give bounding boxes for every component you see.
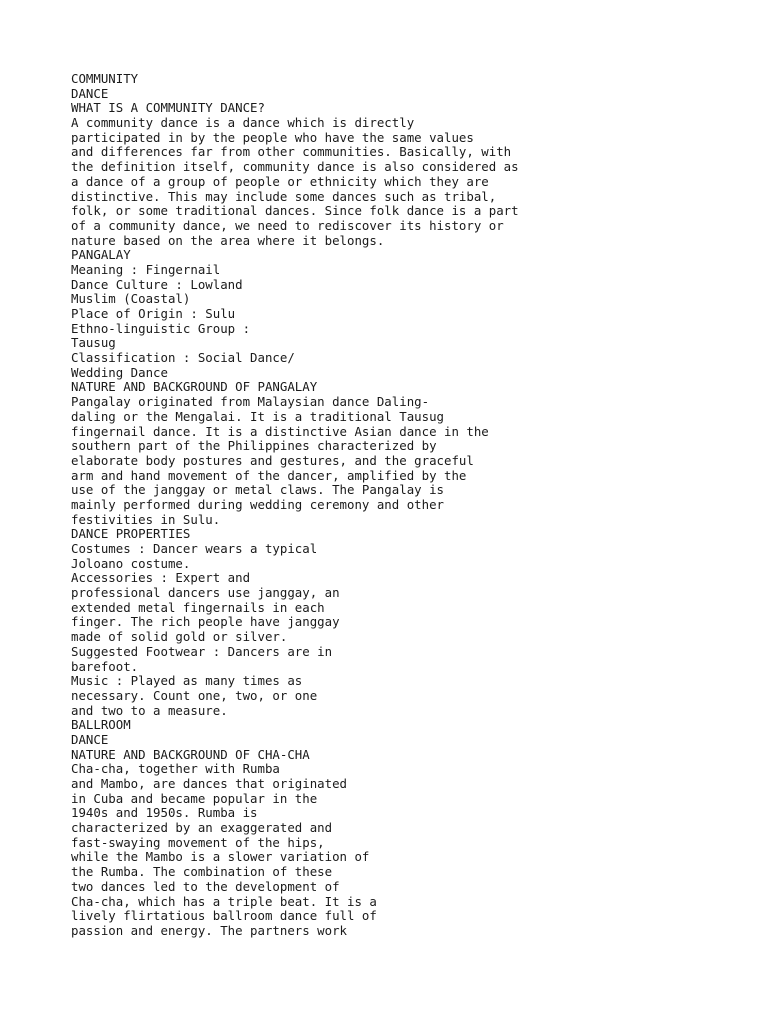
body-text-line: extended metal fingernails in each xyxy=(71,599,325,615)
heading: NATURE AND BACKGROUND OF CHA-CHA xyxy=(71,746,310,762)
body-text-line: finger. The rich people have janggay xyxy=(71,614,340,630)
body-text-line: folk, or some traditional dances. Since folk dance is a part xyxy=(71,203,519,219)
body-text-line: arm and hand movement of the dancer, amplified by the xyxy=(71,467,467,483)
body-text-line: professional dancers use janggay, an xyxy=(71,585,340,601)
body-text-line: Tausug xyxy=(71,335,116,351)
body-text-line: made of solid gold or silver. xyxy=(71,629,288,645)
body-text-line: and two to a measure. xyxy=(71,702,228,718)
body-text-line: elaborate body postures and gestures, and the graceful xyxy=(71,452,474,468)
body-text-line: Music : Played as many times as xyxy=(71,673,303,689)
body-text-line: Dance Culture : Lowland xyxy=(71,276,243,292)
body-text-line: and differences far from other communities. Basically, with xyxy=(71,144,512,160)
body-text-line: of a community dance, we need to rediscover its history or xyxy=(71,217,504,233)
body-text-line: barefoot. xyxy=(71,658,139,674)
body-text-line: use of the janggay or metal claws. The Pangalay is xyxy=(71,482,444,498)
body-text-line: while the Mambo is a slower variation of xyxy=(71,849,370,865)
body-text-line: characterized by an exaggerated and xyxy=(71,820,333,836)
body-text-line: nature based on the area where it belongs. xyxy=(71,232,385,248)
body-text-line: Meaning : Fingernail xyxy=(71,261,221,277)
heading: DANCE PROPERTIES xyxy=(71,526,191,542)
section-title: DANCE xyxy=(71,85,109,101)
body-text-line: lively flirtatious ballroom dance full of xyxy=(71,908,377,924)
body-text-line: Place of Origin : Sulu xyxy=(71,306,236,321)
body-text-line: distinctive. This may include some dances such as tribal, xyxy=(71,188,497,204)
body-text-line: Wedding Dance xyxy=(71,364,168,380)
body-text-line: festivities in Sulu. xyxy=(71,511,221,527)
body-text-line: mainly performed during wedding ceremony and other xyxy=(71,496,444,512)
body-text-line: Accessories : Expert and xyxy=(71,570,251,586)
section-title: COMMUNITY xyxy=(71,71,139,86)
body-text-line: southern part of the Philippines characterized by xyxy=(71,438,437,454)
body-text-line: Classification : Social Dance/ xyxy=(71,350,295,366)
body-text-line: A community dance is a dance which is directly xyxy=(71,115,415,131)
body-text-line: Ethno-linguistic Group : xyxy=(71,320,251,336)
body-text-line: Costumes : Dancer wears a typical xyxy=(71,541,318,556)
body-text-line: Cha-cha, which has a triple beat. It is a xyxy=(71,893,377,909)
body-text-line: the Rumba. The combination of these xyxy=(71,864,333,880)
body-text-line: Suggested Footwear : Dancers are in xyxy=(71,643,333,659)
body-text-line: participated in by the people who have the same values xyxy=(71,129,474,145)
body-text-line: the definition itself, community dance is also considered as xyxy=(71,159,519,175)
body-text-line: daling or the Mengalai. It is a traditional Tausug xyxy=(71,408,444,424)
heading: NATURE AND BACKGROUND OF PANGALAY xyxy=(71,379,318,395)
section-title: BALLROOM xyxy=(71,717,131,733)
body-text-line: necessary. Count one, two, or one xyxy=(71,687,318,703)
body-text-line: 1940s and 1950s. Rumba is xyxy=(71,805,258,821)
body-text-line: two dances led to the development of xyxy=(71,878,340,894)
body-text-line: Cha-cha, together with Rumba xyxy=(71,761,280,777)
document-page xyxy=(71,72,751,939)
body-text-line: Pangalay originated from Malaysian dance Daling- xyxy=(71,394,430,410)
body-text-line: a dance of a group of people or ethnicity which they are xyxy=(71,173,489,189)
body-text-line: in Cuba and became popular in the xyxy=(71,790,318,806)
body-text-line: and Mambo, are dances that originated xyxy=(71,776,348,791)
heading: WHAT IS A COMMUNITY DANCE? xyxy=(71,100,265,116)
heading: PANGALAY xyxy=(71,247,131,263)
body-text-line: Joloano costume. xyxy=(71,555,191,571)
section-title: DANCE xyxy=(71,731,109,747)
body-text-line: fingernail dance. It is a distinctive Asian dance in the xyxy=(71,423,489,439)
body-text-line: fast-swaying movement of the hips, xyxy=(71,834,325,850)
body-text-line: passion and energy. The partners work xyxy=(71,922,348,938)
body-text-line: Muslim (Coastal) xyxy=(71,291,191,307)
